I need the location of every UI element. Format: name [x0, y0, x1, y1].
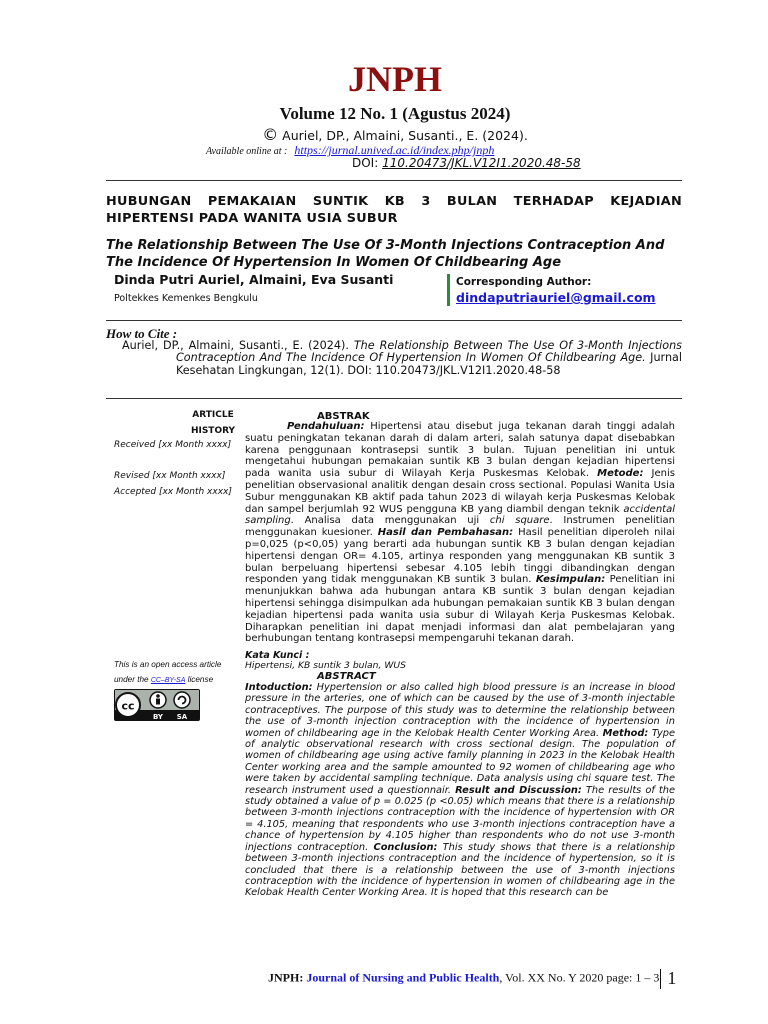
cite-divider-bottom — [106, 398, 682, 399]
abstract-method-label: Method: — [602, 727, 649, 739]
abstrak-body: Pendahuluan: Hipertensi atau disebut juga tekanan darah tinggi adalah suatu peningkatan tekanan darah di dalam arteri, salah satunya dapat disebabkan karena penggunaan kontrasepsi suntik 3 bulan. Tujuan penelitian ini untuk mengetahui hubungan pemakaian suntik KB 3 bulan dengan kejadian hipertensi pada wanita usia subur di Wilayah Kerja Puskesmas Kelobak. Metode: Jenis penelitian observasional analitik dengan desain cross sectional. Populasi Wanita Usia Subur menggunakan KB aktif pada tahun 2023 di wilayah kerja Puskesmas Kelobak dan sampel berjumlah 92 WUS pengguna KB yang diambil dengan teknik accidental sampling. Analisa data menggunakan uji chi square. Instrumen penelitian menggunakan kuesioner. Hasil dan Pembahasan: Hasil penelitian diperoleh nilai p=0,025 (p<0,05) yang berarti ada hubungan suntik KB 3 bulan dengan kejadian hipertensi dengan OR= 4.105, artinya responden yang menggunakan KB suntik 3 bulan berpeluang hipertensi sebesar 4.105 lebih tinggi dibandingkan dengan responden yang tidak menggunakan KB suntik 3 bulan. Kesimpulan: Penelitian ini menunjukkan bahwa ada hubungan antara KB suntik 3 bulan dengan kejadian hipertensi sehingga disimpulkan ada hubungan pemakaian suntik KB 3 bulan dengan kejadian hipertensi pada wanita usia subur di Wilayah Kerja Puskesmas Kelobak. Diharapkan penelitian ini dapat menjadi informasi dan alat pembelajaran yang berhubungan tentang kontrasepsi mempengaruhi tekanan darah. — [245, 421, 675, 645]
abstrak-conclusion-label: Kesimpulan: — [535, 574, 606, 586]
footer-details: , Vol. XX No. Y 2020 page: 1 – 3 — [499, 970, 660, 985]
corresponding-label: Corresponding Author: — [456, 276, 592, 288]
abstract-intro-label: Intoduction: — [245, 682, 313, 693]
open-access-line1: This is an open access article — [114, 660, 222, 669]
badge-by-label: BY — [152, 713, 164, 721]
page-number: 1 — [667, 968, 677, 988]
article-title-indonesian: HUBUNGAN PEMAKAIAN SUNTIK KB 3 BULAN TERHADAP KEJADIAN HIPERTENSI PADA WANITA USIA SUBUR — [106, 194, 682, 226]
svg-text:cc: cc — [121, 699, 135, 713]
footer-separator — [660, 969, 661, 989]
keywords: Hipertensi, KB suntik 3 bulan, WUS — [245, 660, 406, 671]
corresponding-accent-bar — [447, 274, 450, 306]
abstrak-intro-label: Pendahuluan: — [287, 421, 365, 432]
cc-by-sa-link[interactable]: CC–BY-SA — [150, 677, 186, 684]
doi-label: DOI: — [352, 156, 379, 170]
keywords-label: Kata Kunci : — [245, 650, 310, 661]
cite-suffix: Jurnal Kesehatan Lingkungan, 12(1). DOI: 110.20473/JKL.V12I1.2020.48-58 — [176, 351, 682, 377]
how-to-cite-text — [122, 340, 682, 377]
copyright-line — [0, 125, 768, 144]
volume-issue: Volume 12 No. 1 (Agustus 2024) — [279, 104, 511, 123]
abstrak-result-label: Hasil dan Pembahasan: — [377, 527, 514, 539]
affiliation: Poltekkes Kemenkes Bengkulu — [114, 293, 258, 304]
copyright-icon: © — [262, 125, 279, 144]
history-revised: Revised [xx Month xxxx] — [114, 471, 226, 481]
abstract-result-label: Result and Discussion: — [455, 784, 582, 796]
abstract-conclusion-label: Conclusion: — [373, 841, 438, 853]
cite-prefix: Auriel, DP., Almaini, Susanti., E. (2024). — [122, 339, 354, 352]
open-access-note — [114, 657, 234, 688]
abstract-heading: ABSTRACT — [317, 671, 376, 682]
page-footer — [268, 968, 676, 989]
header-divider — [106, 180, 682, 181]
history-heading-line2: HISTORY — [190, 426, 236, 436]
badge-sa-label: SA — [176, 713, 188, 721]
abstrak-heading: ABSTRAK — [317, 411, 370, 422]
cc-by-sa-badge-icon[interactable] — [114, 689, 200, 721]
history-accepted: Accepted [xx Month xxxx] — [114, 487, 232, 497]
open-access-line2: under the CC–BY-SA license — [114, 675, 214, 684]
article-history-heading — [170, 407, 256, 439]
available-label: Available online at : — [206, 146, 288, 157]
cite-title: The Relationship Between The Use Of 3-Month Injections Contraception And The Incidence Of Hypertension In Women Of Childbearing Age. — [176, 339, 682, 365]
journal-title: JNPH — [348, 59, 442, 99]
history-received: Received [xx Month xxxx] — [114, 440, 232, 450]
doi-value[interactable]: 110.20473/JKL.V12I1.2020.48-58 — [382, 156, 581, 170]
journal-url-link[interactable]: https://jurnal.unived.ac.id/index.php/jnph — [294, 143, 495, 157]
abstract-body: Intoduction: Hypertension or also called high blood pressure is an increase in blood pressure in the arteries, one of which can be caused by the use of 3-month injectable contraceptives. The purpose of this study was to determine the relationship between the use of 3-month injection contraception with the incidence of hypertension in women of childbearing age in the Kelobak Health Center Working Area. Method: Type of analytic observational research with cross sectional design. The population of women of childbearing age using active family planning in 2023 in the Kelobak Health Center working area and the sample amounted to 92 women of childbearing age who were taken by accidental sampling technique. Data analysis using chi square test. The research instrument used a questionnair. Result and Discussion: The results of the study obtained a value of p = 0.025 (p <0.05) which means that there is a relationship between 3-month injections contraception with the incidence of hypertension with OR = 4.105, meaning that respondents who use 3-month injections contraception have a chance of hypertension by 4.105 higher than respondents who do not use 3-month injections contraception. Conclusion: This study shows that there is a relationship between 3-month injections contraception and the incidence of hypertension, so it is concluded that there is a relationship between the use of 3-month injections contraception with the incidence of hypertension in women of childbearing age in the Kelobak Health Center Working Area. It is hoped that this research can be — [245, 682, 676, 899]
article-title-english: The Relationship Between The Use Of 3-Month Injections Contraception And The Incidence Of Hypertension In Women Of Childbearing Age — [106, 238, 665, 270]
authors: Dinda Putri Auriel, Almaini, Eva Susanti — [114, 272, 394, 287]
copyright-text: Auriel, DP., Almaini, Susanti., E. (2024). — [282, 128, 528, 143]
how-to-cite-label: How to Cite : — [106, 326, 178, 341]
history-heading-line1: ARTICLE — [192, 410, 234, 420]
footer-abbrev: JNPH: — [268, 970, 304, 985]
footer-journal-name: Journal of Nursing and Public Health — [306, 970, 500, 985]
abstrak-method-label: Metode: — [597, 468, 644, 480]
cite-divider-top — [106, 320, 682, 321]
corresponding-email-link[interactable]: dindaputriauriel@gmail.com — [456, 290, 656, 305]
doi-line — [352, 156, 581, 170]
